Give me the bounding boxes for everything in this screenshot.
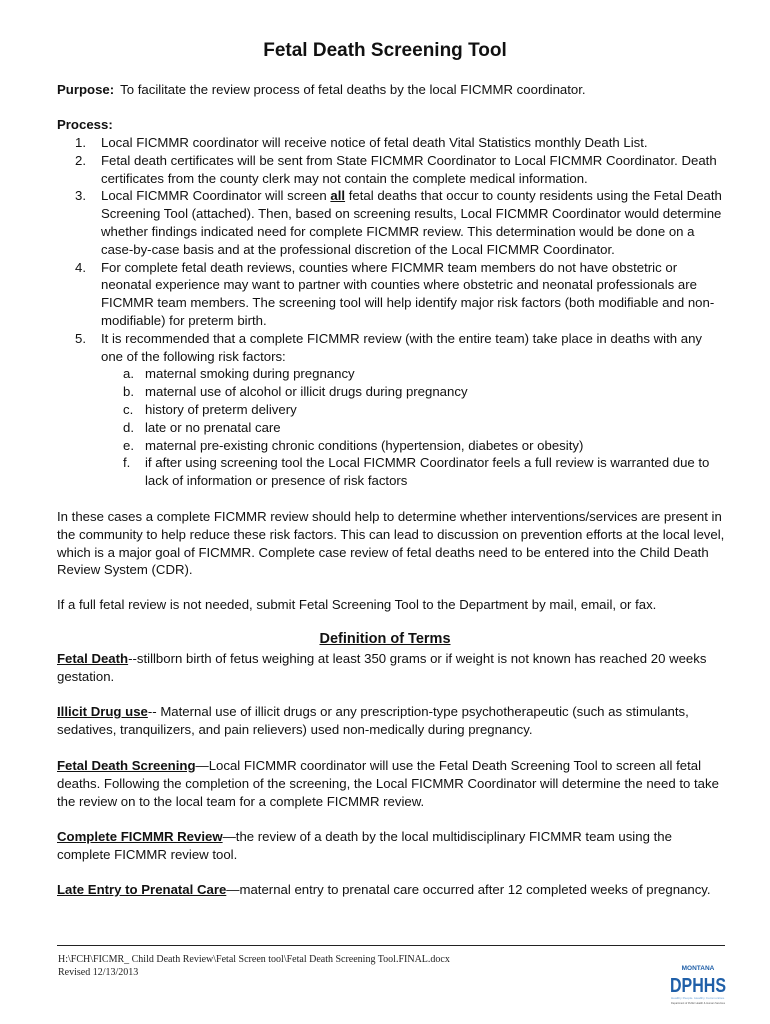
risk-factor-item [123,454,725,490]
logo-main-text: DPHHS [670,975,726,997]
definition-term: Late Entry to Prenatal Care [57,882,227,897]
process-step [75,259,725,330]
purpose-label: Purpose: [57,82,115,97]
definition-term: Fetal Death [57,651,129,666]
step-text-post: fetal deaths that occur to county residents using the Fetal Death Screening Tool (attached). Then, based on screening results, Local FICMMR Coordinator would determine whether findings indicated need for complete FICMMR review. This determination would be done on a case-by-case basis and at the professional discretion of the Local FICMMR Coordinator. [101,188,722,257]
purpose-line [57,81,725,99]
risk-factor-text: maternal pre-existing chronic conditions (hypertension, diabetes or obesity) [145,437,584,453]
definition-illicit-drug-use [57,703,725,739]
step-text-pre: Local FICMMR Coordinator will screen [101,188,331,204]
definition-text: —the review of a death by the local multidisciplinary FICMMR team using the complete FICMMR review tool. [57,829,672,862]
definitions-heading: Definition of Terms [319,631,451,647]
risk-factor-text: maternal smoking during pregnancy [145,366,355,382]
step-number: 3. [75,188,86,204]
step-number: 4. [75,259,86,275]
step-text: For complete fetal death reviews, counties where FICMMR team members do not have obstetric or neonatal experience may want to partner with counties where obstetric and neonatal professionals are FICMMR team members. The screening tool will help identify major risk factors (both modifiable and non-modifiable) for preterm birth. [101,259,715,328]
process-steps [57,134,725,490]
definition-text: -- Maternal use of illicit drugs or any prescription-type psychotherapeutic (such as stimulants, sedatives, tranquilizers, and pain relievers) used non-medically during pregnancy. [57,704,689,737]
risk-factor-letter: a. [123,366,134,382]
risk-factor-text: history of preterm delivery [145,401,297,417]
definition-term: Fetal Death Screening [57,758,196,773]
step-text: Local FICMMR coordinator will receive notice of fetal death Vital Statistics monthly Death List. [101,135,648,150]
risk-factor-letter: c. [123,401,134,417]
risk-factor-item [123,383,725,401]
risk-factor-item [123,419,725,437]
footer [58,953,450,979]
step-text: Fetal death certificates will be sent from State FICMMR Coordinator to Local FICMMR Coordinator. Death certificates from the county clerk may not contain the complete medical information. [101,152,717,186]
risk-factor-letter: d. [123,419,134,435]
definition-fetal-death-screening [57,757,725,810]
step-emphasis: all [330,188,346,204]
logo-tagline: Healthy People. Healthy Communities. [671,996,726,1000]
definition-late-entry [57,881,725,899]
cases-paragraph: In these cases a complete FICMMR review should help to determine whether interventions/services are present in the community to help reduce these risk factors. This can lead to discussion on prevention efforts at the local level, which is a major goal of FICMMR. Complete case review of fetal deaths need to be entered into the Child Death Review System (CDR). [57,509,725,578]
footer-file-path: H:\FCH\FICMR_ Child Death Review\Fetal Screen tool\Fetal Death Screening Tool.FINAL.docx [58,954,450,965]
definition-text: --stillborn birth of fetus weighing at least 350 grams or if weight is not known has reached 20 weeks gestation. [57,651,707,684]
process-step [75,152,725,188]
logo-top-text: MONTANA [681,965,715,972]
definition-term: Complete FICMMR Review [57,829,223,844]
definition-text: —Local FICMMR coordinator will use the Fetal Death Screening Tool to screen all fetal deaths. Following the completion of the screening, the Local FICMMR Coordinator will determine the need to take the review on to the local team for a complete FICMMR review. [57,758,719,809]
not-needed-paragraph: If a full fetal review is not needed, submit Fetal Screening Tool to the Department by mail, email, or fax. [57,597,657,612]
process-heading: Process: [57,117,113,132]
step-number: 1. [75,135,86,150]
risk-factor-list [101,365,725,490]
risk-factor-letter: b. [123,384,134,400]
logo-subtext: Department of Public Health & Human Services [671,1002,726,1005]
risk-factor-item [123,437,725,455]
definition-term: Illicit Drug use [57,704,148,719]
definition-fetal-death [57,650,725,686]
risk-factor-letter: f. [123,455,131,471]
footer-divider [57,945,725,946]
definition-text: —maternal entry to prenatal care occurred after 12 completed weeks of pregnancy. [226,882,711,897]
footer-revised-date: Revised 12/13/2013 [58,967,139,978]
risk-factor-item [123,365,725,383]
risk-factor-item [123,401,725,419]
step-text: It is recommended that a complete FICMMR review (with the entire team) take place in deaths with any one of the following risk factors: [101,330,703,364]
dphhs-logo [668,962,728,1010]
definition-complete-review [57,828,725,864]
purpose-text: To facilitate the review process of fetal deaths by the local FICMMR coordinator. [120,82,586,97]
process-step [75,134,725,152]
risk-factor-letter: e. [123,437,134,453]
step-number: 2. [75,152,86,168]
risk-factor-text: late or no prenatal care [145,419,281,435]
step-number: 5. [75,330,86,346]
risk-factor-text: if after using screening tool the Local FICMMR Coordinator feels a full review is warranted due to lack of information or presence of risk factors [145,455,710,489]
process-step [75,330,725,490]
process-step [75,187,725,258]
risk-factor-text: maternal use of alcohol or illicit drugs during pregnancy [145,384,468,400]
page-title: Fetal Death Screening Tool [263,40,507,61]
